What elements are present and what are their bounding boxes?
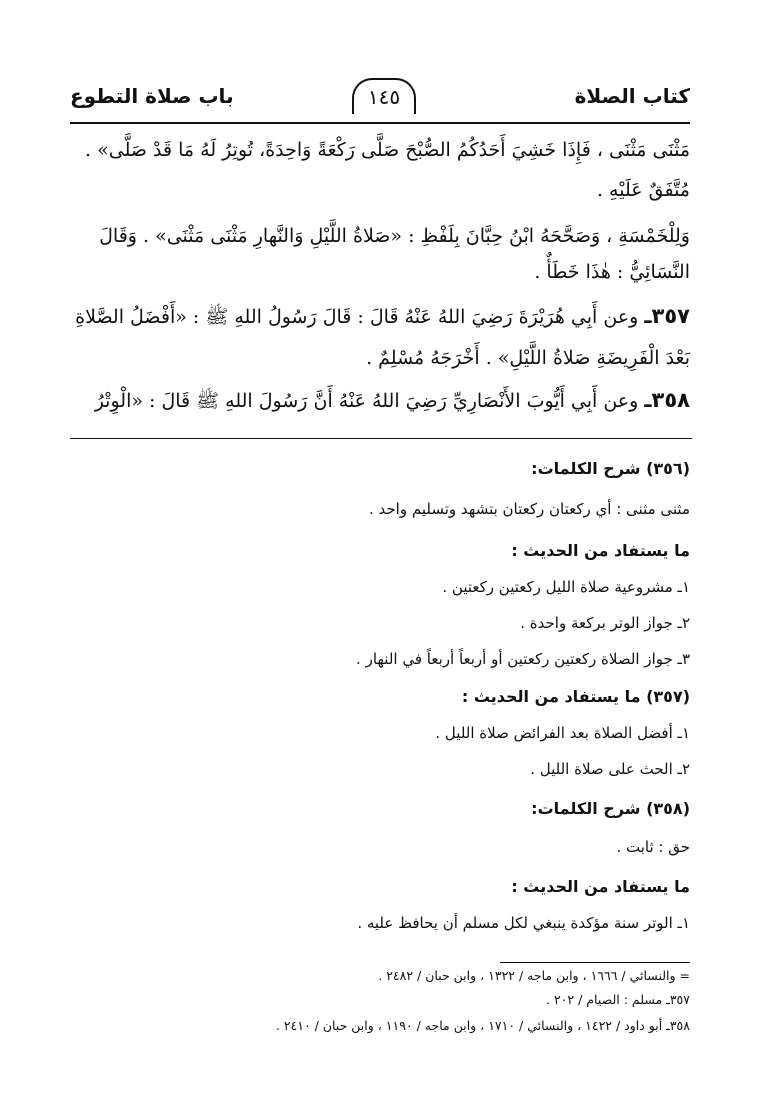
- explanation-line: ١ـ الوتر سنة مؤكدة ينبغي لكل مسلم أن يحافظ عليه .: [357, 914, 690, 932]
- footnote: ٣٥٨ـ أبو داود / ١٤٢٢ ، والنسائي / ١٧١٠ ، وابن ماجه / ١١٩٠ ، وابن حبان / ٢٤١٠ .: [275, 1018, 690, 1033]
- hadith-line: النَّسَائِيُّ : هٰذَا خَطَأٌ .: [534, 261, 690, 283]
- explanation-heading: ما يستفاد من الحديث :: [511, 877, 690, 896]
- hadith-line: مَثْنَى مَثْنَى ، فَإِذَا خَشِيَ أَحَدُكُمُ الصُّبْحَ صَلَّى رَكْعَةً وَاحِدَةً، تُوتِرُ لَهُ مَا قَدْ صَلَّى» .: [85, 139, 690, 161]
- hadith-text: وعن أَبِي أَيُّوبَ الأَنْصَارِيِّ رَضِيَ اللهُ عَنْهُ أَنَّ رَسُولَ اللهِ ﷺ قَالَ : «الْوِتْرُ: [94, 390, 645, 412]
- section-divider: [70, 438, 692, 439]
- book-title: كتاب الصلاة: [574, 84, 690, 108]
- hadith-number: ٣٥٨ـ: [644, 388, 690, 412]
- chapter-title: باب صلاة التطوع: [70, 84, 234, 108]
- hadith-line: مُتَّفَقٌ عَلَيْهِ .: [596, 179, 690, 201]
- hadith-text: وعن أَبِي هُرَيْرَةَ رَضِيَ اللهُ عَنْهُ قَالَ : قَالَ رَسُولُ اللهِ ﷺ : «أَفْضَلُ الصَّلاةِ: [75, 306, 645, 328]
- explanation-line: حق : ثابت .: [616, 838, 690, 856]
- explanation-line: ١ـ أفضل الصلاة بعد الفرائض صلاة الليل .: [435, 724, 690, 742]
- hadith-line-358: [68, 382, 690, 419]
- explanation-line: ٢ـ الحث على صلاة الليل .: [530, 760, 690, 778]
- hadith-number: ٣٥٧ـ: [644, 304, 690, 328]
- footnote: ٣٥٧ـ مسلم : الصيام / ٢٠٢ .: [546, 992, 690, 1007]
- page-header: [70, 78, 690, 124]
- explanation-line: ٢ـ جواز الوتر بركعة واحدة .: [520, 614, 690, 632]
- explanation-line: ١ـ مشروعية صلاة الليل ركعتين ركعتين .: [442, 578, 690, 596]
- footnote-divider: [500, 962, 690, 963]
- explanation-heading: ما يستفاد من الحديث :: [511, 541, 690, 560]
- explanation-line: مثنى مثنى : أي ركعتان ركعتان بتشهد وتسليم واحد .: [369, 500, 690, 518]
- hadith-line-357: [68, 298, 690, 335]
- hadith-line: وَلِلْخَمْسَةِ ، وَصَحَّحَهُ ابْنُ حِبَّانَ بِلَفْظِ : «صَلاةُ اللَّيْلِ وَالنَّهارِ مَثْنَى مَثْنَى» . وَقَالَ: [99, 225, 690, 247]
- footnote: = والنسائي / ١٦٦٦ ، وابن ماجه / ١٣٢٢ ، وابن حبان / ٢٤٨٢ .: [378, 968, 690, 983]
- hadith-line: بَعْدَ الْفَرِيضَةِ صَلاةُ اللَّيْلِ» . أَخْرَجَهُ مُسْلِمٌ .: [366, 347, 690, 369]
- explanation-heading: (٣٥٦) شرح الكلمات:: [531, 459, 690, 478]
- page-number: ١٤٥: [352, 78, 416, 114]
- explanation-heading: (٣٥٨) شرح الكلمات:: [531, 799, 690, 818]
- explanation-line: ٣ـ جواز الصلاة ركعتين ركعتين أو أربعاً أربعاً في النهار .: [356, 650, 690, 668]
- explanation-heading: (٣٥٧) ما يستفاد من الحديث :: [461, 687, 690, 706]
